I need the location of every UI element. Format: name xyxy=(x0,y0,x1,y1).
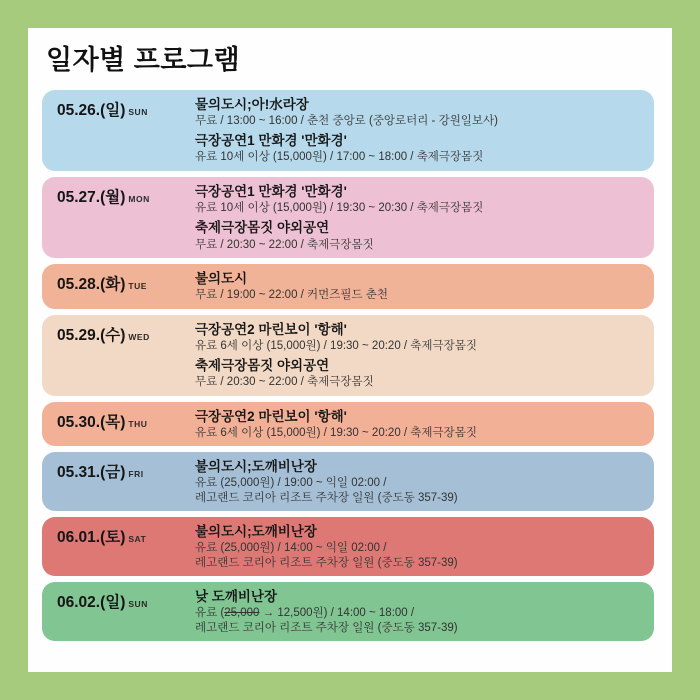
event-detail: 유료 (25,000원) / 19:00 ~ 익일 02:00 / xyxy=(195,477,387,490)
schedule-row-06-02 xyxy=(42,582,654,641)
row-events xyxy=(195,458,644,505)
event-title: 낮 도깨비난장 xyxy=(195,589,277,605)
row-events xyxy=(195,183,644,252)
event-detail: 유료 10세 이상 (15,000원) / 19:30 ~ 20:30 / 축제극장몸짓 xyxy=(195,202,484,214)
schedule-row-06-01 xyxy=(42,517,654,576)
event-detail: 레고랜드 코리아 리조트 주차장 일원 (중도동 357-39) xyxy=(195,491,458,504)
schedule-row-05-27 xyxy=(42,177,654,258)
row-date-col xyxy=(57,523,195,570)
schedule-row-05-29 xyxy=(42,315,654,396)
schedule-row-05-31 xyxy=(42,452,654,511)
event-title: 불의도시 xyxy=(195,270,248,286)
row-date: 05.29.(수) xyxy=(57,326,126,344)
row-date-col xyxy=(57,270,195,303)
event-item xyxy=(195,409,644,441)
event-title: 축제극장몸짓 야외공연 xyxy=(195,358,330,374)
event-title: 물의도시;아!水라장 xyxy=(195,96,309,112)
row-date-col xyxy=(57,458,195,505)
event-title: 극장공연1 만화경 '만화경' xyxy=(195,133,347,149)
program-card xyxy=(28,28,672,672)
event-title: 극장공연2 마린보이 '항해' xyxy=(195,408,347,424)
event-title: 축제극장몸짓 야외공연 xyxy=(195,220,330,236)
row-date-col xyxy=(57,408,195,441)
row-date-col xyxy=(57,588,195,635)
row-date: 05.30.(목) xyxy=(57,413,126,431)
row-date: 05.26.(일) xyxy=(57,101,126,119)
row-events xyxy=(195,321,644,390)
row-events xyxy=(195,408,644,441)
schedule-list xyxy=(42,90,654,641)
row-day-en: SAT xyxy=(128,534,147,545)
event-title: 불의도시;도깨비난장 xyxy=(195,524,317,540)
old-price: 25,000 xyxy=(224,607,260,620)
row-events xyxy=(195,523,644,570)
row-events xyxy=(195,588,644,635)
price-suffix: → 12,500원) / 14:00 ~ 18:00 / xyxy=(259,607,415,620)
row-events xyxy=(195,270,644,303)
row-date: 05.27.(월) xyxy=(57,188,126,206)
event-price-line xyxy=(195,606,644,620)
event-detail: 유료 10세 이상 (15,000원) / 17:00 ~ 18:00 / 축제극장몸짓 xyxy=(195,151,484,164)
row-date: 06.01.(토) xyxy=(57,529,126,547)
row-date-col xyxy=(57,183,195,252)
event-detail: 레고랜드 코리아 리조트 주차장 일원 (중도동 357-39) xyxy=(195,556,458,569)
row-date-col xyxy=(57,321,195,390)
event-detail: 무료 / 19:00 ~ 22:00 / 커먼즈필드 춘천 xyxy=(195,289,389,302)
event-item xyxy=(195,358,644,390)
event-detail: 유료 (25,000원) / 14:00 ~ 익일 02:00 / xyxy=(195,542,387,555)
event-detail: 무료 / 13:00 ~ 16:00 / 춘천 중앙로 (중앙로터리 - 강원일보사) xyxy=(195,114,498,127)
event-item xyxy=(195,524,644,570)
event-item xyxy=(195,271,644,303)
row-day-en: TUE xyxy=(128,280,147,291)
event-title: 극장공연1 만화경 '만화경' xyxy=(195,183,347,199)
row-date: 05.28.(화) xyxy=(57,275,126,293)
event-item xyxy=(195,459,644,505)
schedule-row-05-26 xyxy=(42,90,654,171)
row-day-en: SUN xyxy=(128,106,148,117)
event-item xyxy=(195,589,644,635)
event-title: 극장공연2 마린보이 '항해' xyxy=(195,321,347,337)
schedule-row-05-28 xyxy=(42,264,654,309)
row-day-en: SUN xyxy=(128,599,148,610)
event-detail: 무료 / 20:30 ~ 22:00 / 축제극장몸짓 xyxy=(195,238,374,251)
event-item xyxy=(195,133,644,165)
event-detail: 무료 / 20:30 ~ 22:00 / 축제극장몸짓 xyxy=(195,376,374,389)
event-item xyxy=(195,322,644,354)
event-detail: 레고랜드 코리아 리조트 주차장 일원 (중도동 357-39) xyxy=(195,621,458,634)
event-item xyxy=(195,184,644,216)
row-day-en: WED xyxy=(128,331,150,342)
event-title: 불의도시;도깨비난장 xyxy=(195,459,317,475)
event-detail: 유료 6세 이상 (15,000원) / 19:30 ~ 20:20 / 축제극장몸짓 xyxy=(195,426,477,439)
event-detail: 유료 6세 이상 (15,000원) / 19:30 ~ 20:20 / 축제극장몸짓 xyxy=(195,339,477,352)
event-item xyxy=(195,97,644,129)
row-events xyxy=(195,96,644,165)
row-date-col xyxy=(57,96,195,165)
row-date: 06.02.(일) xyxy=(57,594,126,612)
schedule-row-05-30 xyxy=(42,402,654,447)
row-day-en: MON xyxy=(128,193,150,204)
row-day-en: THU xyxy=(128,418,148,429)
price-prefix: 유료 ( xyxy=(195,607,225,620)
event-item xyxy=(195,220,644,252)
page-title: 일자별 프로그램 xyxy=(46,45,241,75)
row-date: 05.31.(금) xyxy=(57,464,126,482)
row-day-en: FRI xyxy=(128,469,144,480)
